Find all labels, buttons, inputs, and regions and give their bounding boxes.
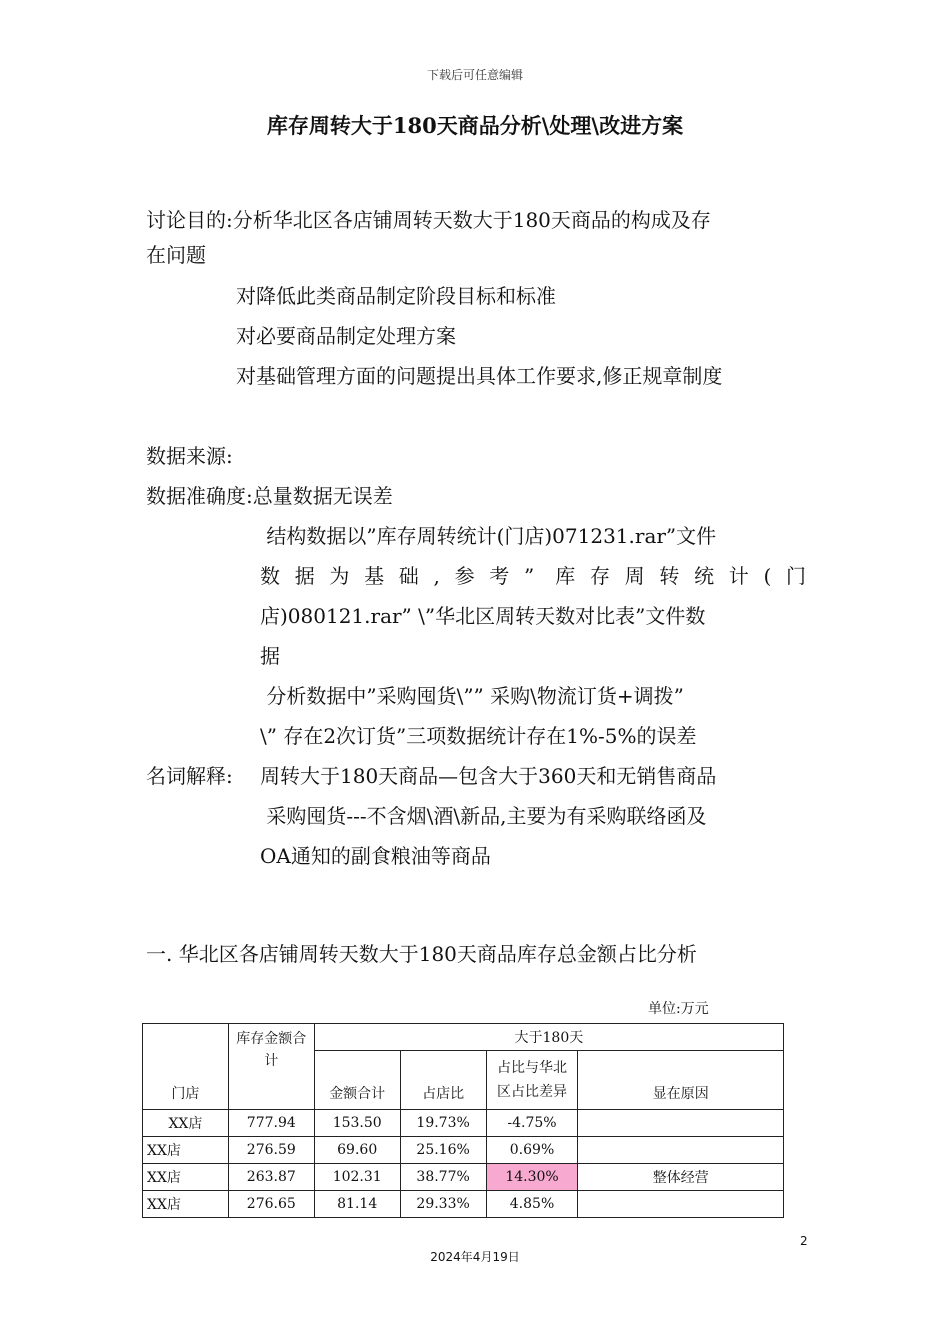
accuracy-line-6: \” 存在2次订货”三项数据统计存在1%-5%的误差	[260, 724, 697, 748]
header-store: 门店	[143, 1024, 229, 1110]
cell-total: 263.87	[228, 1164, 314, 1191]
accuracy-line-3: 店)080121.rar” \”华北区周转天数对比表”文件数	[260, 604, 706, 628]
header-reason: 显在原因	[578, 1051, 784, 1110]
table-row	[143, 1137, 784, 1164]
glossary-line-3: OA通知的副食粮油等商品	[260, 844, 491, 868]
header-amount: 金额合计	[314, 1051, 400, 1110]
cell-store: XX店	[143, 1137, 229, 1164]
store-ratio-table	[142, 1023, 784, 1218]
cell-amount: 102.31	[314, 1164, 400, 1191]
cell-total: 276.65	[228, 1191, 314, 1218]
cell-amount: 81.14	[314, 1191, 400, 1218]
accuracy-line-4: 据	[260, 644, 280, 668]
document-title: 库存周转大于180天商品分析\处理\改进方案	[266, 113, 684, 138]
cell-ratio: 29.33%	[400, 1191, 486, 1218]
accuracy-line-1: 结构数据以”库存周转统计(门店)071231.rar”文件	[260, 524, 717, 548]
glossary-line-2: 采购囤货---不含烟\酒\新品,主要为有采购联络函及	[260, 804, 707, 828]
cell-total: 777.94	[228, 1110, 314, 1137]
table-row	[143, 1191, 784, 1218]
footer-date: 2024年4月19日	[430, 1250, 520, 1264]
cell-diff: -4.75%	[486, 1110, 578, 1137]
purpose-item-3: 对基础管理方面的问题提出具体工作要求,修正规章制度	[236, 364, 723, 388]
cell-ratio: 19.73%	[400, 1110, 486, 1137]
purpose-line-2: 在问题	[146, 243, 206, 267]
purpose-item-1: 对降低此类商品制定阶段目标和标准	[236, 284, 556, 308]
glossary-line-1: 周转大于180天商品—包含大于360天和无销售商品	[260, 764, 717, 788]
cell-reason: 整体经营	[578, 1164, 784, 1191]
header-total: 库存金额合计	[228, 1024, 314, 1110]
accuracy-line-5: 分析数据中”采购囤货\”” 采购\物流订货+调拨”	[260, 684, 684, 708]
cell-diff: 0.69%	[486, 1137, 578, 1164]
cell-amount: 69.60	[314, 1137, 400, 1164]
cell-amount: 153.50	[314, 1110, 400, 1137]
purpose-item-2: 对必要商品制定处理方案	[236, 324, 456, 348]
cell-total: 276.59	[228, 1137, 314, 1164]
cell-reason	[578, 1137, 784, 1164]
cell-ratio: 38.77%	[400, 1164, 486, 1191]
accuracy-line-2: 数据为基础,参考” 库存周转统计(门	[260, 564, 806, 588]
table-row	[143, 1110, 784, 1137]
cell-store: XX店	[143, 1191, 229, 1218]
accuracy-label: 数据准确度:总量数据无误差	[146, 484, 393, 508]
header-ratio: 占店比	[400, 1051, 486, 1110]
cell-ratio: 25.16%	[400, 1137, 486, 1164]
header-group: 大于180天	[314, 1024, 783, 1051]
cell-store: XX店	[143, 1110, 229, 1137]
purpose-line-1: 讨论目的:分析华北区各店铺周转天数大于180天商品的构成及存	[146, 208, 711, 232]
section-1-title: 一. 华北区各店铺周转天数大于180天商品库存总金额占比分析	[146, 942, 697, 966]
glossary-label: 名词解释:	[146, 764, 233, 788]
cell-diff-highlight: 14.30%	[486, 1164, 578, 1191]
table-row	[143, 1164, 784, 1191]
header-diff: 占比与华北区占比差异	[486, 1051, 578, 1110]
table-header-row	[143, 1024, 784, 1051]
data-source-label: 数据来源:	[146, 444, 233, 468]
unit-label: 单位:万元	[648, 1001, 709, 1017]
cell-reason	[578, 1191, 784, 1218]
header-note: 下载后可任意编辑	[426, 68, 523, 82]
cell-reason	[578, 1110, 784, 1137]
page-number: 2	[800, 1234, 808, 1248]
cell-diff: 4.85%	[486, 1191, 578, 1218]
cell-store: XX店	[143, 1164, 229, 1191]
